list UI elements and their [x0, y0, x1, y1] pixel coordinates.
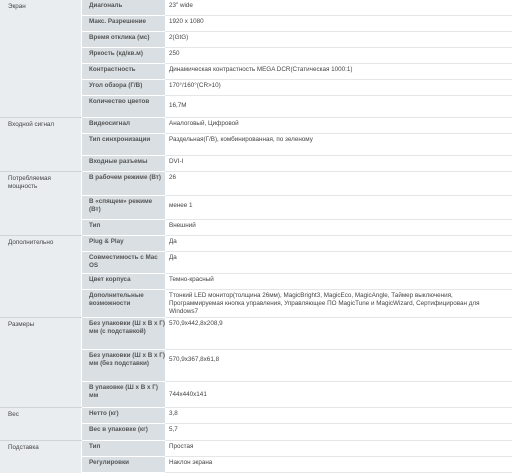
- spec-label: Угол обзора (Г/В): [82, 80, 165, 96]
- spec-value: менее 1: [165, 196, 512, 220]
- spec-row: [82, 382, 512, 408]
- spec-row: [82, 318, 512, 350]
- spec-row: [82, 172, 512, 196]
- spec-row: [82, 236, 512, 252]
- spec-value: DVI-I: [165, 156, 512, 172]
- category-label: Входной сигнал: [0, 118, 82, 171]
- spec-group-additional: [0, 236, 512, 318]
- spec-value: 23" wide: [165, 0, 512, 16]
- spec-row: [82, 220, 512, 236]
- spec-group-input-signal: [0, 118, 512, 172]
- spec-label: Видеосигнал: [82, 118, 165, 134]
- spec-row: [82, 32, 512, 48]
- spec-label: Макс. Разрешение: [82, 16, 165, 32]
- spec-label: Яркость (кд/кв.м): [82, 48, 165, 64]
- spec-value: Ттонкий LED монитор(толщина 26мм), MagicBright3, MagicEco, MagicAngle, Таймер выключения, Программируемая кнопка управления, Управляющее ПО MagicTune и MagicWizard, Сертифицирован для Windows7: [165, 290, 512, 318]
- spec-label: Цвет корпуса: [82, 274, 165, 290]
- spec-value: 26: [165, 172, 512, 196]
- spec-row: [82, 80, 512, 96]
- spec-label: Контрастность: [82, 64, 165, 80]
- spec-value: Динамическая контрастность MEGA DCR(Статическая 1000:1): [165, 64, 512, 80]
- spec-group-stand: [0, 441, 512, 473]
- spec-row: [82, 424, 512, 441]
- category-label: Дополнительно: [0, 236, 82, 317]
- category-label: Потребляемая мощность: [0, 172, 82, 235]
- spec-value: 250: [165, 48, 512, 64]
- spec-label: Вес в упаковке (кг): [82, 424, 165, 441]
- category-label: Подставка: [0, 441, 82, 473]
- spec-label: Время отклика (мс): [82, 32, 165, 48]
- spec-row: [82, 48, 512, 64]
- spec-label: Диагональ: [82, 0, 165, 16]
- spec-row: [82, 350, 512, 382]
- spec-value: Простая: [165, 441, 512, 457]
- category-label: Экран: [0, 0, 82, 117]
- spec-group-weight: [0, 408, 512, 441]
- spec-value: 170°/160°(CR>10): [165, 80, 512, 96]
- spec-label: Plug & Play: [82, 236, 165, 252]
- spec-label: В упаковке (Ш x В x Г) мм: [82, 382, 165, 408]
- spec-label: Без упаковки (Ш x В x Г) мм (с подставкой): [82, 318, 165, 350]
- spec-row: [82, 274, 512, 290]
- spec-value: Темно-красный: [165, 274, 512, 290]
- spec-row: [82, 96, 512, 118]
- spec-value: 570,9x442,8x208,9: [165, 318, 512, 350]
- spec-value: 16,7M: [165, 96, 512, 118]
- spec-row: [82, 408, 512, 424]
- category-label: Размеры: [0, 318, 82, 407]
- spec-label: Тип синхронизации: [82, 134, 165, 156]
- spec-label: Дополнительные возможности: [82, 290, 165, 318]
- spec-group-power: [0, 172, 512, 236]
- spec-group-dimensions: [0, 318, 512, 408]
- spec-value: Раздельная(Г/В), комбинированная, по зеленому: [165, 134, 512, 156]
- spec-label: Тип: [82, 441, 165, 457]
- spec-label: Входные разъемы: [82, 156, 165, 172]
- spec-label: Регулировки: [82, 457, 165, 473]
- category-label: Вес: [0, 408, 82, 440]
- spec-value: Да: [165, 252, 512, 274]
- spec-row: [82, 290, 512, 318]
- spec-value: 570,9x367,8x61,8: [165, 350, 512, 382]
- spec-value: 5,7: [165, 424, 512, 441]
- spec-label: В «спящем» режиме (Вт): [82, 196, 165, 220]
- spec-row: [82, 64, 512, 80]
- spec-label: В рабочем режиме (Вт): [82, 172, 165, 196]
- spec-value: Аналоговый, Цифровой: [165, 118, 512, 134]
- spec-label: Совместимость с Mac OS: [82, 252, 165, 274]
- spec-label: Тип: [82, 220, 165, 236]
- spec-row: [82, 0, 512, 16]
- spec-value: Наклон экрана: [165, 457, 512, 473]
- spec-row: [82, 196, 512, 220]
- spec-row: [82, 457, 512, 473]
- spec-row: [82, 118, 512, 134]
- spec-row: [82, 134, 512, 156]
- spec-row: [82, 16, 512, 32]
- spec-label: Нетто (кг): [82, 408, 165, 424]
- spec-group-screen: [0, 0, 512, 118]
- spec-label: Количество цветов: [82, 96, 165, 118]
- spec-row: [82, 441, 512, 457]
- spec-row: [82, 252, 512, 274]
- spec-value: Внешний: [165, 220, 512, 236]
- spec-value: 3,8: [165, 408, 512, 424]
- spec-value: Да: [165, 236, 512, 252]
- spec-value: 2(GtG): [165, 32, 512, 48]
- spec-label: Без упаковки (Ш x В x Г) мм (без подставки): [82, 350, 165, 382]
- spec-value: 1920 x 1080: [165, 16, 512, 32]
- spec-row: [82, 156, 512, 172]
- spec-value: 744x440x141: [165, 382, 512, 408]
